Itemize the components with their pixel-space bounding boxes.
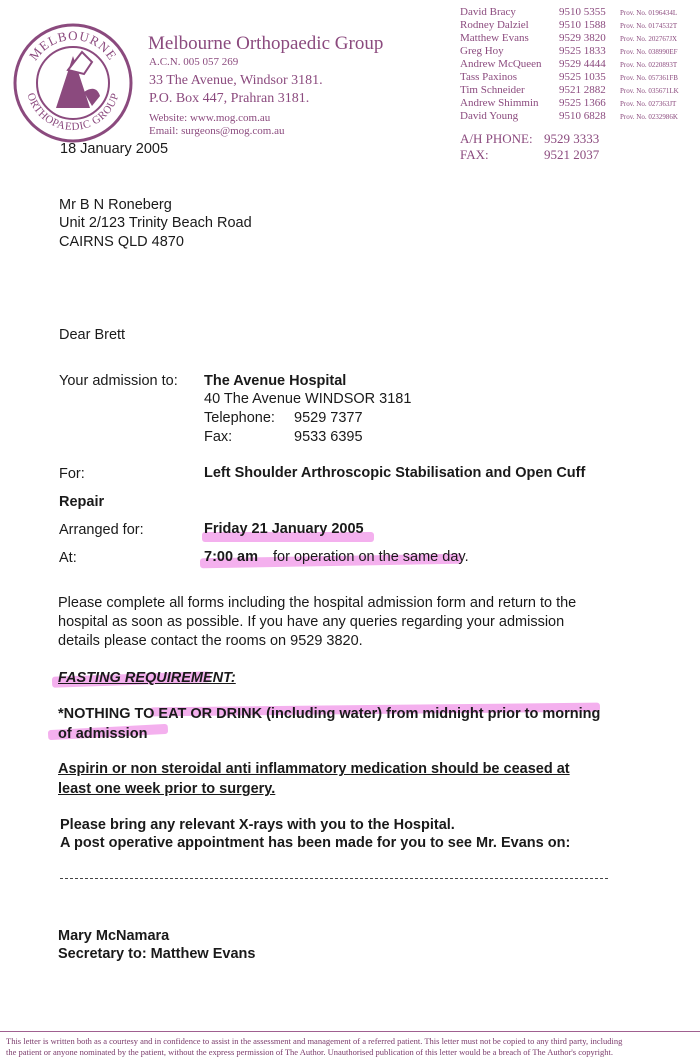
instructions-line2: hospital as soon as possible. If you have any queries regarding your admission — [58, 614, 565, 630]
aspirin-line1: Aspirin or non steroidal anti inflammatory medication should be ceased at — [58, 761, 570, 777]
doctor-list — [460, 6, 698, 123]
doctor-row — [460, 84, 698, 97]
doctor-name: David Young — [460, 110, 519, 122]
instructions-line1: Please complete all forms including the hospital admission form and return to the — [58, 595, 577, 611]
admission-label: Your admission to: — [59, 373, 178, 389]
fasting-line1: *NOTHING TO EAT OR DRINK (including water) from midnight prior to morning — [58, 706, 601, 722]
aspirin-line2: least one week prior to surgery. — [58, 781, 276, 797]
doctor-phone: 9529 3820 — [559, 32, 606, 44]
doctor-name: David Bracy — [460, 6, 516, 18]
logo-text-bottom: ORTHOPAEDIC GROUP — [24, 91, 122, 134]
fax-label-hospital: Fax: — [204, 429, 233, 445]
doctor-row — [460, 97, 698, 110]
admission-time: 7:00 am — [204, 549, 259, 565]
ah-phone-label: A/H PHONE: — [460, 131, 533, 146]
doctor-phone: 9525 1833 — [559, 45, 606, 57]
doctor-phone: 9510 1588 — [559, 19, 606, 31]
doctor-row — [460, 19, 698, 32]
for-label: For: — [59, 466, 85, 482]
doctor-row — [460, 58, 698, 71]
footer-line2: the patient or anyone nominated by the patient, without the express permission of The Author. Unauthorised publication of this letter would be a breach of The Author's copyright. — [6, 1047, 613, 1057]
doctor-row — [460, 45, 698, 58]
doctor-name: Matthew Evans — [460, 32, 529, 44]
fax-value: 9521 2037 — [544, 147, 600, 162]
org-website: Website: www.mog.com.au — [149, 112, 271, 124]
xray-line: Please bring any relevant X-rays with you to the Hospital. — [60, 817, 455, 833]
doctor-phone: 9525 1035 — [559, 71, 606, 83]
hospital-name: The Avenue Hospital — [204, 373, 347, 389]
telephone-label: Telephone: — [204, 410, 275, 426]
arranged-label: Arranged for: — [59, 522, 144, 538]
doctor-name: Greg Hoy — [460, 45, 504, 57]
telephone-value: 9529 7377 — [294, 410, 363, 426]
arranged-date: Friday 21 January 2005 — [204, 521, 364, 537]
footer-line1: This letter is written both as a courtesy and in confidence to assist in the assessment and management of a referred patient. This letter must not be copied to any third party, including — [6, 1036, 623, 1046]
signature-title: Secretary to: Matthew Evans — [58, 946, 256, 962]
doctor-phone: 9510 5355 — [559, 6, 606, 18]
footer-disclaimer — [6, 1036, 696, 1058]
recipient-city: CAIRNS QLD 4870 — [59, 234, 184, 250]
procedure-line2: Repair — [59, 494, 105, 510]
doctor-provider-number: Prov. No. 202767JX — [620, 35, 678, 43]
fax-value-hospital: 9533 6395 — [294, 429, 363, 445]
hospital-address: 40 The Avenue WINDSOR 3181 — [204, 391, 412, 407]
letter-date: 18 January 2005 — [60, 141, 169, 157]
org-email: Email: surgeons@mog.com.au — [149, 125, 285, 137]
doctor-row — [460, 71, 698, 84]
doctor-phone: 9525 1366 — [559, 97, 606, 109]
doctor-provider-number: Prov. No. 057361FB — [620, 74, 678, 82]
recipient-name: Mr B N Roneberg — [59, 197, 172, 213]
doctor-row — [460, 32, 698, 45]
doctor-provider-number: Prov. No. 0196434L — [620, 9, 678, 17]
org-acn: A.C.N. 005 057 269 — [149, 56, 239, 68]
time-note: for operation on the same day. — [273, 549, 469, 565]
doctor-name: Andrew Shimmin — [460, 97, 539, 109]
appointment-blank-line — [60, 878, 608, 879]
melbourne-orthopaedic-group-logo — [12, 22, 134, 144]
doctor-row — [460, 110, 698, 123]
instructions-line3: details please contact the rooms on 9529 3820. — [58, 633, 363, 649]
doctor-name: Tass Paxinos — [460, 71, 517, 83]
at-label: At: — [59, 550, 77, 566]
doctor-provider-number: Prov. No. 0174532T — [620, 22, 678, 30]
doctor-provider-number: Prov. No. 0220893T — [620, 61, 678, 69]
doctor-phone: 9529 4444 — [559, 58, 606, 70]
footer-divider — [0, 1031, 700, 1032]
recipient-address: Unit 2/123 Trinity Beach Road — [59, 215, 252, 231]
logo-text-top: MELBOURNE — [25, 27, 121, 64]
doctor-name: Tim Schneider — [460, 84, 525, 96]
org-name: Melbourne Orthopaedic Group — [148, 33, 384, 54]
procedure-line1: Left Shoulder Arthroscopic Stabilisation and Open Cuff — [204, 465, 586, 481]
doctor-provider-number: Prov. No. 0232986K — [620, 113, 678, 121]
fasting-line2: of admission — [58, 726, 148, 742]
appointment-line: A post operative appointment has been made for you to see Mr. Evans on: — [60, 835, 571, 851]
doctor-provider-number: Prov. No. 027363JT — [620, 100, 677, 108]
ah-phone-value: 9529 3333 — [544, 131, 600, 146]
fax-label: FAX: — [460, 147, 489, 162]
org-address-line1: 33 The Avenue, Windsor 3181. — [149, 73, 323, 88]
doctor-name: Andrew McQueen — [460, 58, 542, 70]
doctor-phone: 9521 2882 — [559, 84, 606, 96]
doctor-phone: 9510 6828 — [559, 110, 606, 122]
org-address-line2: P.O. Box 447, Prahran 3181. — [149, 91, 310, 106]
signature-name: Mary McNamara — [58, 928, 170, 944]
doctor-provider-number: Prov. No. 038990EF — [620, 48, 678, 56]
fasting-heading: FASTING REQUIREMENT: — [58, 670, 236, 686]
doctor-name: Rodney Dalziel — [460, 19, 529, 31]
salutation: Dear Brett — [59, 327, 126, 343]
doctor-provider-number: Prov. No. 035671LK — [620, 87, 679, 95]
doctor-row — [460, 6, 698, 19]
